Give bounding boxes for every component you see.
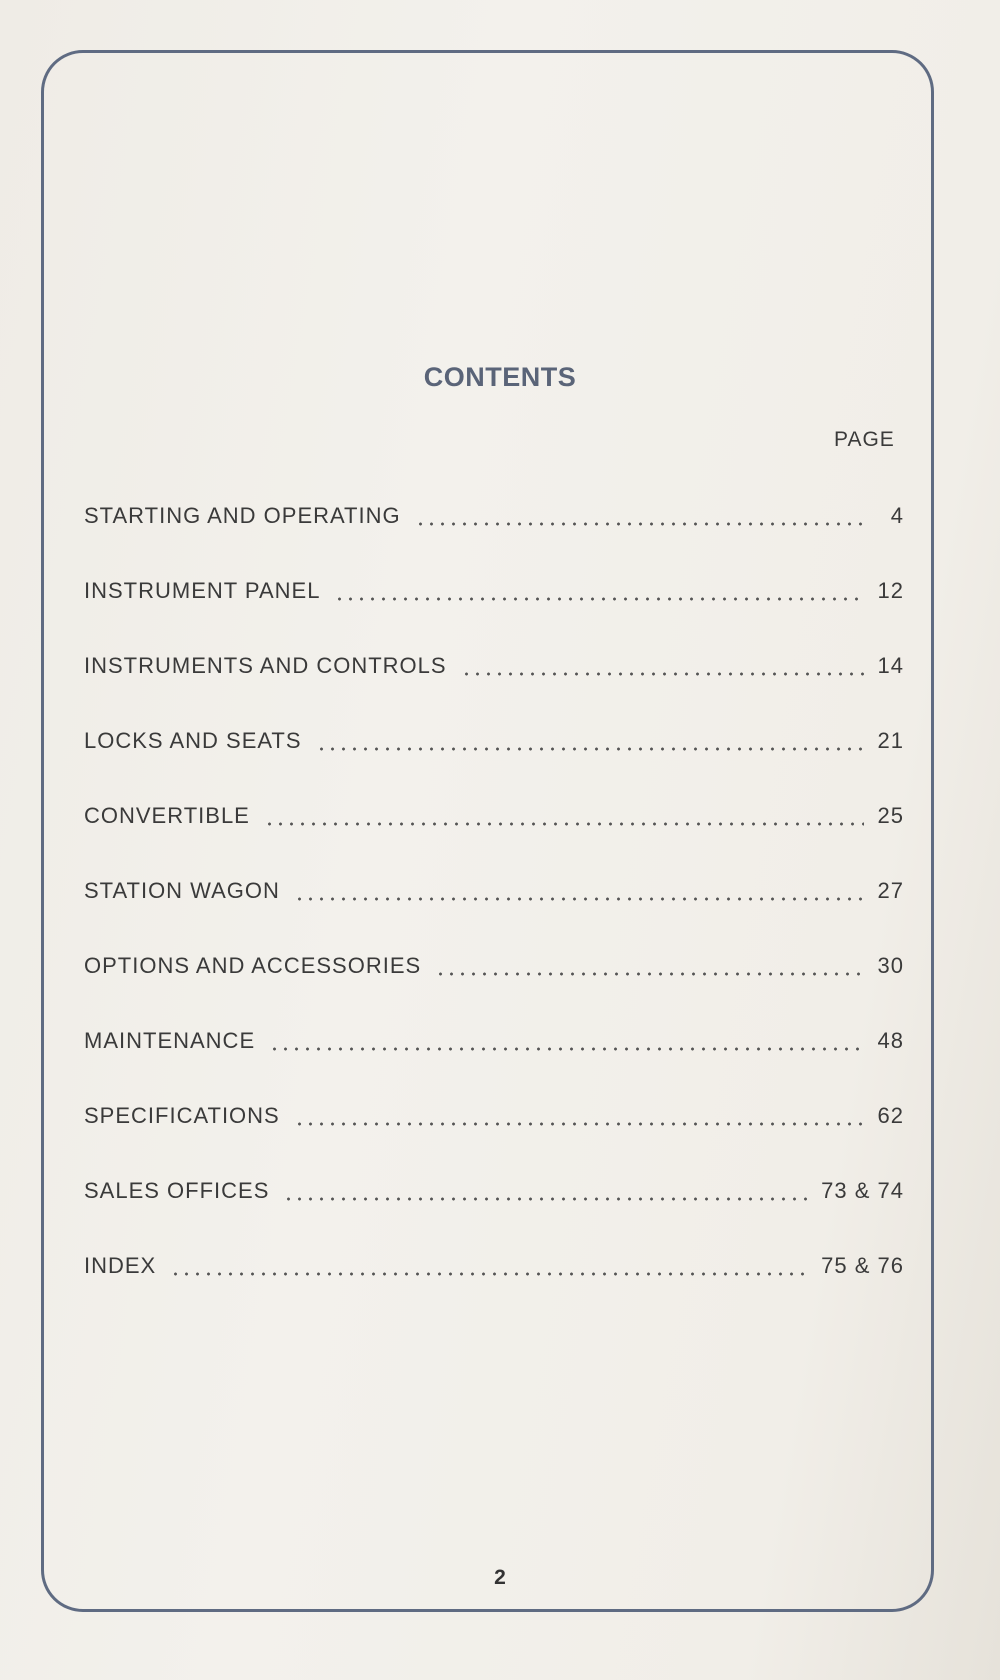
toc-entry-label: MAINTENANCE (84, 1028, 256, 1053)
toc-entry-label: INSTRUMENT PANEL (84, 578, 321, 603)
toc-entry-label: STARTING AND OPERATING (84, 503, 401, 528)
toc-entry-label: OPTIONS AND ACCESSORIES (84, 953, 422, 978)
dot-leader (316, 747, 864, 751)
dot-leader (269, 1047, 863, 1051)
toc-entry-label: SPECIFICATIONS (84, 1103, 280, 1128)
toc-entry-page: 73 & 74 (821, 1178, 904, 1203)
dot-leader (435, 972, 863, 976)
toc-entry-page: 62 (877, 1103, 904, 1128)
toc-entry-page: 25 (877, 803, 904, 828)
dot-leader (334, 597, 863, 601)
toc-entry-instruments-and-controls[interactable] (84, 653, 904, 685)
dot-leader (283, 1197, 807, 1201)
toc-entry-station-wagon[interactable] (84, 878, 904, 910)
toc-entry-starting-and-operating[interactable] (84, 503, 904, 535)
toc-entry-instrument-panel[interactable] (84, 578, 904, 610)
toc-entry-locks-and-seats[interactable] (84, 728, 904, 760)
toc-entry-label: INDEX (84, 1253, 157, 1278)
dot-leader (461, 672, 864, 676)
toc-entry-label: STATION WAGON (84, 878, 280, 903)
toc-entry-label: SALES OFFICES (84, 1178, 270, 1203)
dot-leader (294, 1122, 864, 1126)
dot-leader (294, 897, 864, 901)
toc-entry-options-and-accessories[interactable] (84, 953, 904, 985)
page-number: 2 (494, 1566, 506, 1589)
toc-entry-sales-offices[interactable] (84, 1178, 904, 1210)
toc-entry-page: 75 & 76 (821, 1253, 904, 1278)
toc-entry-index[interactable] (84, 1253, 904, 1285)
toc-entry-page: 48 (877, 1028, 904, 1053)
page-title: CONTENTS (423, 362, 577, 392)
toc-entry-page: 14 (877, 653, 904, 678)
dot-leader (264, 822, 864, 826)
toc-entry-maintenance[interactable] (84, 1028, 904, 1060)
toc-entry-label: INSTRUMENTS AND CONTROLS (84, 653, 447, 678)
toc-entry-page: 12 (877, 578, 904, 603)
dot-leader (170, 1272, 807, 1276)
page-column-header: PAGE (834, 428, 895, 451)
toc-entry-label: LOCKS AND SEATS (84, 728, 302, 753)
toc-entry-convertible[interactable] (84, 803, 904, 835)
toc-entry-page: 30 (877, 953, 904, 978)
toc-entry-label: CONVERTIBLE (84, 803, 250, 828)
toc-entry-specifications[interactable] (84, 1103, 904, 1135)
toc-entry-page: 27 (877, 878, 904, 903)
toc-entry-page: 21 (877, 728, 904, 753)
toc-entry-page: 4 (890, 503, 904, 528)
dot-leader (415, 522, 866, 526)
